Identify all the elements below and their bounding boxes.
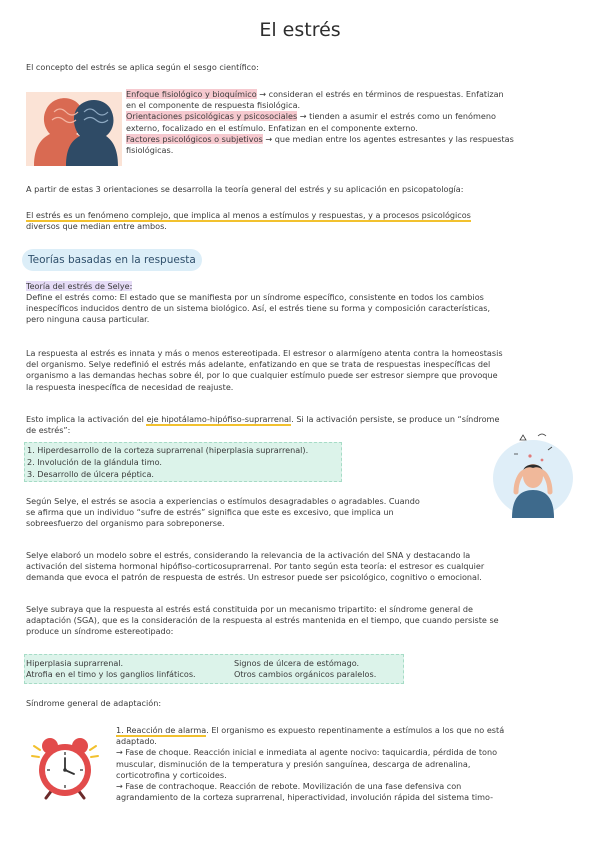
sga-heading: Síndrome general de adaptación: — [26, 698, 162, 708]
text-line: Esto implica la activación del — [26, 414, 147, 424]
heads-illustration — [26, 88, 122, 166]
selye-definition — [26, 292, 578, 326]
list-item: 3. Desarrollo de úlcera péptica. — [27, 469, 155, 479]
approach-item — [126, 89, 566, 111]
text-line: se afirma que un individuo “sufre de estrés” significa que este es excesivo, que implica un — [26, 507, 394, 518]
sga-text — [26, 604, 578, 638]
text-line: del organismo. Selye redefinió el estrés más adelante, enfatizando en que se trata de respuestas inespecíficas del — [26, 359, 491, 370]
definition-line: diversos que median entre ambos. — [26, 221, 167, 232]
text-line: la respuesta inespecífica de necesidad de reajuste. — [26, 381, 234, 392]
alarm-clock-icon — [30, 732, 100, 804]
sga-item: Atrofia en el timo y los ganglios linfáticos. — [26, 669, 196, 680]
text-line: adaptación (SGA), que es la consideración de la respuesta al estrés mantenida en el tiempo, que cuando persiste se — [26, 615, 499, 626]
text-line: . El organismo es expuesto repentinamente a estímulos a los que no está — [206, 725, 505, 735]
text-line: → Fase de contrachoque. Reacción de rebote. Movilización de una fase defensiva con — [116, 781, 462, 792]
approach-text: en el componente de respuesta fisiológica. — [126, 100, 301, 111]
triad-box — [24, 442, 342, 482]
intro-text: El concepto del estrés se aplica según el sesgo científico: — [26, 62, 259, 72]
text-line: produce un síndrome estereotipado: — [26, 626, 174, 637]
approach-term: Enfoque fisiológico y bioquímico — [126, 89, 257, 99]
orientations-text: A partir de estas 3 orientaciones se desarrolla la teoría general del estrés y su aplicación en psicopatología: — [26, 184, 464, 194]
approach-text: fisiológicas. — [126, 145, 174, 156]
text-line: Según Selye, el estrés se asocia a experiencias o estímulos desagradables o agradables. Cuando — [26, 496, 420, 506]
text-line: corticotrofina y corticoides. — [116, 769, 227, 780]
approach-text: consideran el estrés en términos de respuestas. Enfatizan — [268, 89, 504, 99]
text-line: activación del sistema hormonal hipófiso-corticosuprarrenal. Por tanto según esta teoría: el estresor es cualquier — [26, 561, 485, 572]
stressed-person-illustration — [490, 426, 576, 518]
page-title: El estrés — [259, 19, 341, 41]
section-heading: Teorías basadas en la respuesta — [22, 249, 202, 271]
text-line: demanda que evoca el patrón de respuesta de estrés. Un estresor puede ser psicológico, cognitivo o emocional. — [26, 572, 482, 583]
text-line: La respuesta al estrés es innata y más o menos estereotipada. El estresor o alarmígeno atenta contra la homeostasis — [26, 348, 503, 358]
approach-item — [126, 134, 566, 156]
approach-text: tienden a asumir el estrés como un fenómeno — [309, 111, 496, 122]
text-line: → Fase de choque. Reacción inicial e inmediata al agente nocivo: taquicardia, pérdida de tono — [116, 747, 498, 758]
approach-text: externo, focalizado en el estímulo. Enfatizan en el componente externo. — [126, 122, 418, 133]
axis-term: eje hipotálamo-hipófiso-suprarrenal — [146, 414, 292, 424]
alarm-reaction — [116, 725, 578, 803]
selye-heading-text: Teoría del estrés de Selye: — [26, 281, 133, 291]
approach-term: Orientaciones psicológicas y psicosociales — [126, 111, 298, 122]
approaches-list — [126, 89, 566, 156]
arrow: → — [297, 111, 310, 122]
definition-line: El estrés es un fenómeno complejo, que implica al menos a estímulos y respuestas, y a procesos psicológicos — [26, 210, 471, 220]
sga-item: Signos de úlcera de estómago. — [234, 658, 360, 668]
text-line: sobreesfuerzo del organismo para sobreponerse. — [26, 518, 225, 529]
text-line: pero ninguna causa particular. — [26, 314, 150, 325]
text-line: Define el estrés como: El estado que se manifiesta por un síndrome específico, consistente en todos los cambios — [26, 292, 484, 302]
approach-text: que median entre los agentes estresantes y las respuestas — [274, 133, 514, 144]
arrow: → — [256, 89, 269, 99]
innate-response — [26, 348, 578, 393]
text-line: muscular, disminución de la temperatura y presión sanguínea, descarga de adrenalina, — [116, 758, 471, 769]
list-item: 2. Involución de la glándula timo. — [27, 457, 162, 467]
sga-grid — [26, 658, 406, 680]
selye-heading — [26, 281, 578, 292]
list-item: 1. Hiperdesarrollo de la corteza suprarrenal (hiperplasia suprarrenal). — [27, 445, 309, 455]
sga-item: Otros cambios orgánicos paralelos. — [234, 669, 377, 680]
text-line: agrandamiento de la corteza suprarrenal, hiperactividad, involución rápida del sistema timo- — [116, 792, 494, 803]
text-line: Selye elaboró un modelo sobre el estrés, considerando la relevancia de la activación del SNA y destacando la — [26, 550, 471, 560]
sga-item: Hiperplasia suprarrenal. — [26, 658, 124, 668]
text-line: organismo a las demandas hechas sobre él, por lo que cualquier estímulo puede ser estresor siempre que provoque — [26, 370, 498, 381]
text-line: de estrés”: — [26, 425, 71, 436]
approach-item — [126, 111, 566, 133]
text-line: Selye subraya que la respuesta al estrés está constituida por un mecanismo tripartito: el síndrome general de — [26, 604, 473, 614]
definition — [26, 210, 578, 232]
selye-model — [26, 550, 578, 584]
text-line: inespecíficos inducidos dentro de un sistema biológico. Así, el estrés tiene su forma y composición características, — [26, 303, 491, 314]
text-line: adaptado. — [116, 736, 157, 747]
text-line: . Si la activación persiste, se produce un “síndrome — [291, 414, 500, 424]
selye-experiences — [26, 496, 486, 530]
arrow: → — [262, 133, 275, 144]
approach-term: Factores psicológicos o subjetivos — [126, 133, 263, 144]
alarm-term: 1. Reacción de alarma — [116, 725, 207, 735]
